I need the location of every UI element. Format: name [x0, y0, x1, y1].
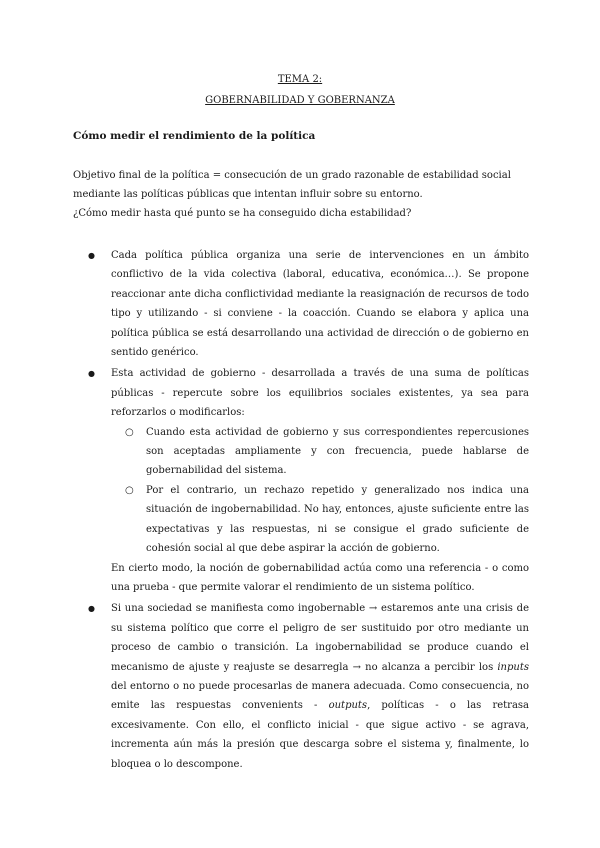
bullet-list [73, 246, 529, 774]
intro-question: ¿Cómo medir hasta qué punto se ha conseguido dicha estabilidad? [73, 208, 412, 219]
filled-bullet-icon: ● [88, 604, 95, 614]
bullet-text-policy: Cada política pública organiza una serie de intervenciones en un ámbito conflictivo de la vida colectiva (laboral, educativa, económica…). Se propone reaccionar ante dicha conflictividad mediante la reasignación de recursos de todo tipo y utilizando - si conviene - la coacción. Cuando se elabora y aplica una política pública se está desarrollando una actividad de dirección o de gobierno en sentido genérico. [111, 250, 529, 359]
bullet-section [73, 246, 529, 776]
section-heading: Cómo medir el rendimiento de la política [73, 130, 316, 142]
inputs-term: inputs [497, 661, 529, 673]
list-item [73, 246, 529, 362]
sub-text-governability: Cuando esta actividad de gobierno y sus correspondientes repercusiones son aceptadas ampliamente y con frecuencia, puede hablarse de gobernabilidad del sistema. [146, 426, 529, 477]
filled-bullet-icon: ● [88, 251, 95, 260]
list-item [73, 364, 529, 597]
sub-text-ungovernability: Por el contrario, un rechazo repetido y generalizado nos indica una situación de ingobernabilidad. No hay, entonces, ajuste suficiente entre las expectativas y las respuestas, ni se consigue el grado suficiente de cohesión social al que debe aspirar la acción de gobierno. [146, 484, 529, 555]
sub-list-item [111, 423, 529, 481]
sub-list-item [111, 481, 529, 559]
bullet-text-crisis [111, 603, 529, 769]
hollow-bullet-icon: ○ [125, 426, 134, 438]
sub-bullet-list [111, 423, 529, 559]
intro-objective: Objetivo final de la política = consecución de un grado razonable de estabilidad social mediante las políticas públicas que intentan influir sobre su entorno. [73, 170, 511, 200]
list-item [73, 599, 529, 774]
bullet-continuation: En cierto modo, la noción de gobernabilidad actúa como una referencia - o como una prueba - que permite valorar el rendimiento de un sistema político. [111, 562, 529, 593]
outputs-term: outputs [328, 700, 368, 712]
topic-subtitle: GOBERNABILIDAD Y GOBERNANZA [205, 95, 395, 106]
intro-paragraph [73, 166, 529, 223]
bullet-text-government: Esta actividad de gobierno - desarrollada a través de una suma de políticas públicas - repercute sobre los equilibrios sociales existentes, ya sea para reforzarlos o modificarlos: [111, 368, 529, 419]
filled-bullet-icon: ● [88, 369, 95, 379]
text-run: Si una sociedad se manifiesta como ingobernable → estaremos ante una crisis de su sistema político que corre el peligro de ser sustituido por otro mediante un proceso de cambio o transición. La ingobernabilidad se produce cuando el mecanismo de ajuste y reajuste se desarregla → no alcanza a percibir los [111, 603, 529, 673]
hollow-bullet-icon: ○ [125, 484, 134, 496]
text-run: del entorno o no puede procesarlas de manera adecuada. Como consecuencia, no emite las respuestas convenients - [111, 680, 529, 712]
topic-title: TEMA 2: [277, 74, 323, 85]
text-run: , políticas - o las retrasa excesivamente. Con ello, el conflicto inicial - que sigue activo - se agrava, incrementa aún más la presión que descarga sobre el sistema y, finalmente, lo bloquea o lo descompone. [111, 700, 529, 770]
